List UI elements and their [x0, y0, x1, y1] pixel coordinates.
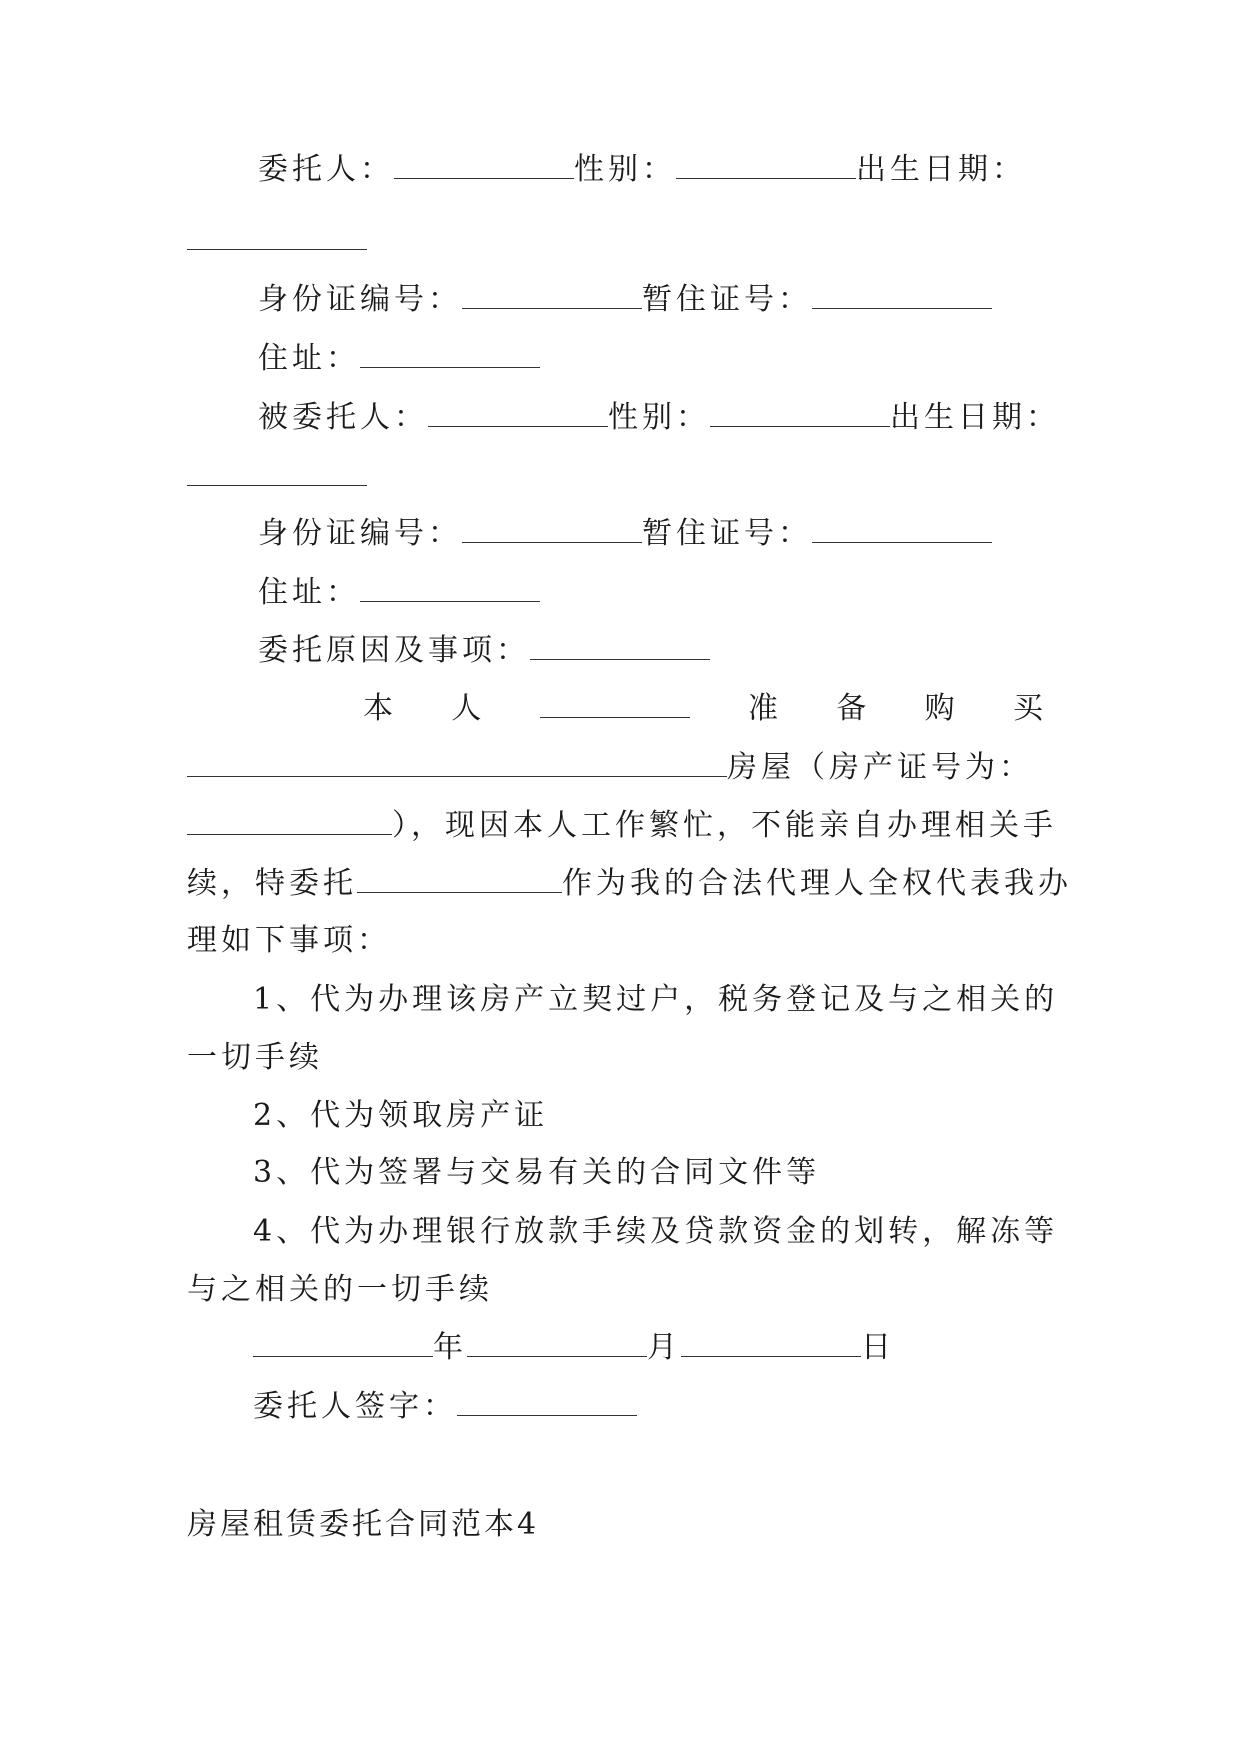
list-item	[253, 1096, 548, 1136]
day-blank	[681, 1332, 861, 1357]
agent-address-label: 住址：	[258, 575, 360, 610]
agent-name-blank	[428, 402, 608, 427]
body-line-4	[187, 864, 1072, 904]
signature-line	[253, 1387, 637, 1427]
body-word: 购	[924, 691, 955, 726]
agent-birth-label: 出生日期：	[890, 400, 1060, 435]
list-item-text: 4、代为办理银行放款手续及贷款资金的划转，解冻等	[253, 1214, 1059, 1249]
list-item-continued	[187, 1038, 323, 1078]
next-section-heading-text: 房屋租赁委托合同范本4	[187, 1507, 540, 1542]
body-text: 续，特委托	[187, 866, 357, 901]
body-word: 本	[363, 691, 393, 726]
list-item-continued	[187, 1270, 493, 1310]
list-item-text: 一切手续	[187, 1040, 323, 1075]
principal-address-blank	[360, 343, 540, 368]
body-word: 准	[747, 691, 778, 726]
principal-name-blank	[394, 154, 574, 179]
principal-temp-permit-blank	[812, 284, 992, 309]
body-word: 买	[1012, 691, 1043, 726]
principal-birth-blank	[187, 249, 367, 250]
principal-name-label: 委托人：	[258, 152, 394, 187]
principal-gender-blank	[676, 154, 856, 179]
principal-address-line	[258, 339, 540, 379]
agent-id-blank	[462, 518, 642, 543]
certificate-number-blank	[187, 810, 392, 835]
principal-address-label: 住址：	[258, 341, 360, 376]
year-label: 年	[433, 1330, 467, 1365]
property-blank	[187, 752, 727, 777]
list-item-text: 与之相关的一切手续	[187, 1272, 493, 1307]
principal-temp-permit-label: 暂住证号：	[642, 282, 812, 317]
agent-address-blank	[360, 577, 540, 602]
day-label: 日	[861, 1330, 895, 1365]
body-text: 房屋（房产证号为：	[727, 750, 1033, 785]
body-line-3	[187, 806, 1057, 846]
list-item	[253, 1212, 1058, 1252]
agent-id-line	[258, 514, 992, 554]
agent-address-line	[258, 573, 540, 613]
principal-id-label: 身份证编号：	[258, 282, 462, 317]
reason-blank	[530, 635, 710, 660]
agent-name-inline-blank	[357, 868, 562, 893]
signature-blank	[457, 1391, 637, 1416]
list-item	[253, 980, 1058, 1020]
list-item-text: 2、代为领取房产证	[253, 1098, 549, 1133]
month-label: 月	[647, 1330, 681, 1365]
agent-id-label: 身份证编号：	[258, 516, 462, 551]
year-blank	[253, 1332, 433, 1357]
signature-label: 委托人签字：	[253, 1389, 457, 1424]
list-item-text: 1、代为办理该房产立契过户，税务登记及与之相关的	[253, 982, 1059, 1017]
agent-gender-label: 性别：	[608, 400, 710, 435]
list-item-text: 3、代为签署与交易有关的合同文件等	[253, 1155, 821, 1190]
agent-temp-permit-label: 暂住证号：	[642, 516, 812, 551]
principal-gender-label: 性别：	[574, 152, 676, 187]
next-section-heading	[187, 1505, 539, 1545]
agent-gender-blank	[710, 402, 890, 427]
agent-temp-permit-blank	[812, 518, 992, 543]
month-blank	[467, 1332, 647, 1357]
body-text: 作为我的合法代理人全权代表我办	[562, 866, 1072, 901]
body-word: 人	[451, 691, 482, 726]
principal-birth-label: 出生日期：	[856, 152, 1026, 187]
body-line-2	[187, 748, 1033, 788]
body-line-5	[187, 921, 391, 961]
agent-name-label: 被委托人：	[258, 400, 428, 435]
date-line	[253, 1328, 895, 1368]
principal-line	[258, 150, 1026, 190]
principal-id-line	[258, 280, 992, 320]
agent-line	[258, 398, 1060, 438]
body-word: 备	[836, 691, 867, 726]
agent-birth-blank	[187, 485, 367, 486]
reason-label: 委托原因及事项：	[258, 633, 530, 668]
buyer-blank	[540, 693, 690, 718]
body-text: 理如下事项：	[187, 923, 391, 958]
body-text: ），现因本人工作繁忙，不能亲自办理相关手	[392, 808, 1057, 843]
list-item	[253, 1153, 820, 1193]
reason-line	[258, 631, 710, 671]
principal-id-blank	[462, 284, 642, 309]
body-line-1	[363, 689, 1043, 729]
